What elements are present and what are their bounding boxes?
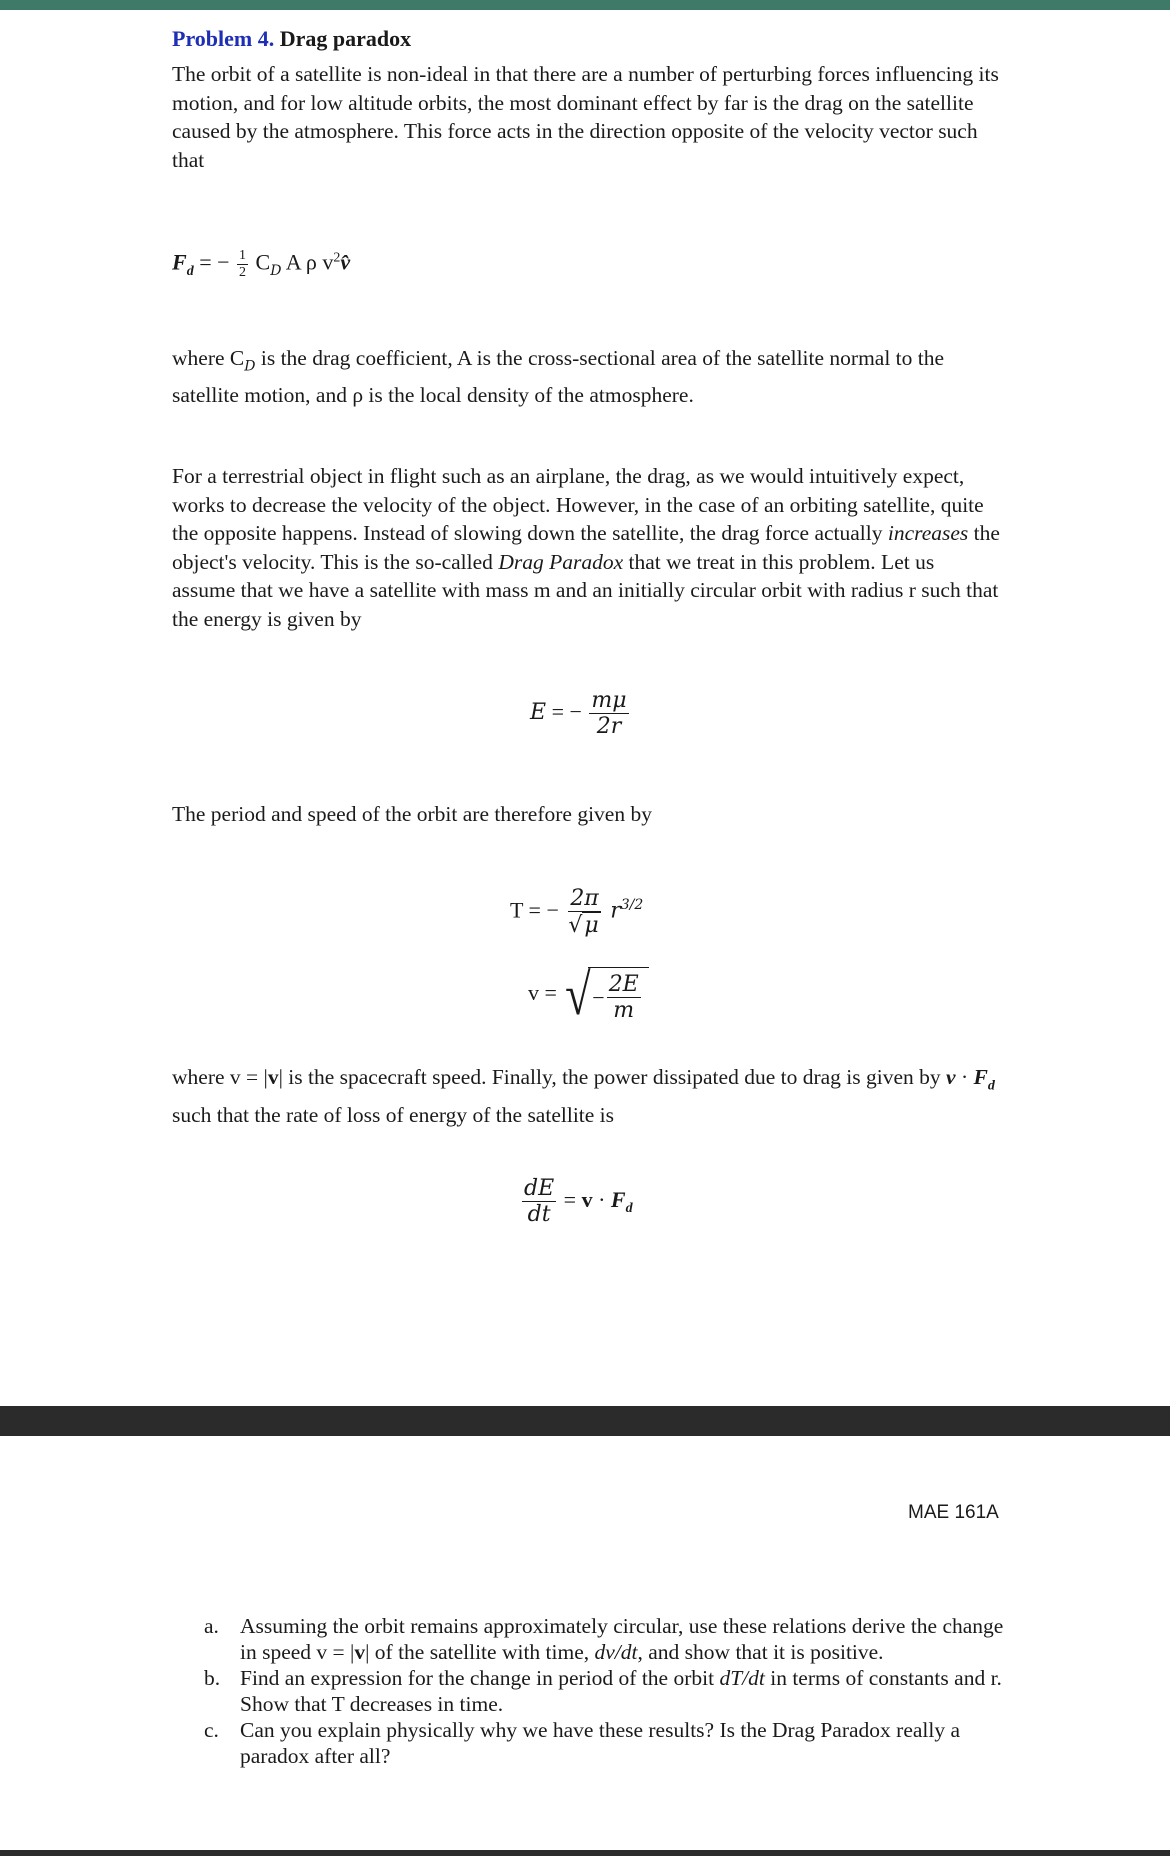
paragraph-intro: The orbit of a satellite is non-ideal in that there are a number of perturbing forces influencing its motion, and for low altitude orbits, the most dominant effect by far is the drag on the satellite caused by the atmosphere. This force acts in the direction opposite of the velocity vector such that [172, 62, 999, 172]
period-equation: T = − $\frac{2\pi}{√\mu}$ $r^{3/2}$ [510, 886, 644, 939]
energy-equation: E = − $\frac{m\mu}{2r}$ [530, 688, 627, 740]
bottom-bar [0, 1850, 1170, 1856]
paragraph-drag-definition: where $C_D$ is the drag coefficient, A is the cross-sectional area of the satellite normal to the satellite motion, and ρ is the local density of the atmosphere. [172, 346, 945, 407]
question-a: a. Assuming the orbit remains approximately circular, use these relations derive the change in speed v = |v| of the satellite with time, dv/dt, and show that it is positive. [204, 1614, 1004, 1664]
energy-rate-fraction: $\frac{dE}{dt}$ [524, 1176, 555, 1228]
energy-fraction: $\frac{m\mu}{2r}$ [591, 688, 627, 740]
half-fraction: $\frac{1}{2}$ [239, 248, 247, 281]
question-c: c. Can you explain physically why we have these results? Is the Drag Paradox really a paradox after all? [204, 1718, 961, 1768]
course-label: MAE 161A [908, 1502, 999, 1523]
problem-number: Problem 4. [172, 26, 275, 51]
period-fraction: $\frac{2\pi}{√\mu}$ [568, 886, 599, 939]
paragraph-power-dissipated: where v = |v| is the spacecraft speed. Finally, the power dissipated due to drag is given by $v \cdot F_d$ such that the rate of loss of energy of the satellite is [172, 1065, 995, 1127]
speed-radical: √ − $\frac{2E}{m}$ [562, 966, 648, 1024]
paragraph-drag-paradox: For a terrestrial object in flight such as an airplane, the drag, as we would intuitively expect, works to decrease the velocity of the object. However, in the case of an orbiting satellite, quite the opposite happens. Instead of slowing down the satellite, the drag force actually increases the object's velocity. This is the so-called Drag Paradox that we treat in this problem. Let us assume that we have a satellite with mass m and an initially circular orbit with radius r such that the energy is given by [172, 464, 1000, 631]
problem-title: Drag paradox [279, 26, 412, 51]
energy-rate-equation: $\frac{dE}{dt}$ = $v \cdot F_d$ [524, 1176, 633, 1228]
question-list [204, 1613, 1024, 1769]
drag-force-equation: $F_d$ = − $\frac{1}{2}$ $C_D$ A ρ $v^2v̂$ [172, 248, 351, 281]
top-accent-bar [0, 0, 1170, 10]
speed-equation: v = √ − $\frac{2E}{m}$ [528, 966, 649, 1024]
page-divider [0, 1406, 1170, 1436]
problem-heading [172, 26, 411, 52]
paragraph-period-speed: The period and speed of the orbit are therefore given by [172, 802, 652, 826]
question-b: b. Find an expression for the change in period of the orbit dT/dt in terms of constants and r. Show that T decreases in time. [204, 1666, 1002, 1716]
